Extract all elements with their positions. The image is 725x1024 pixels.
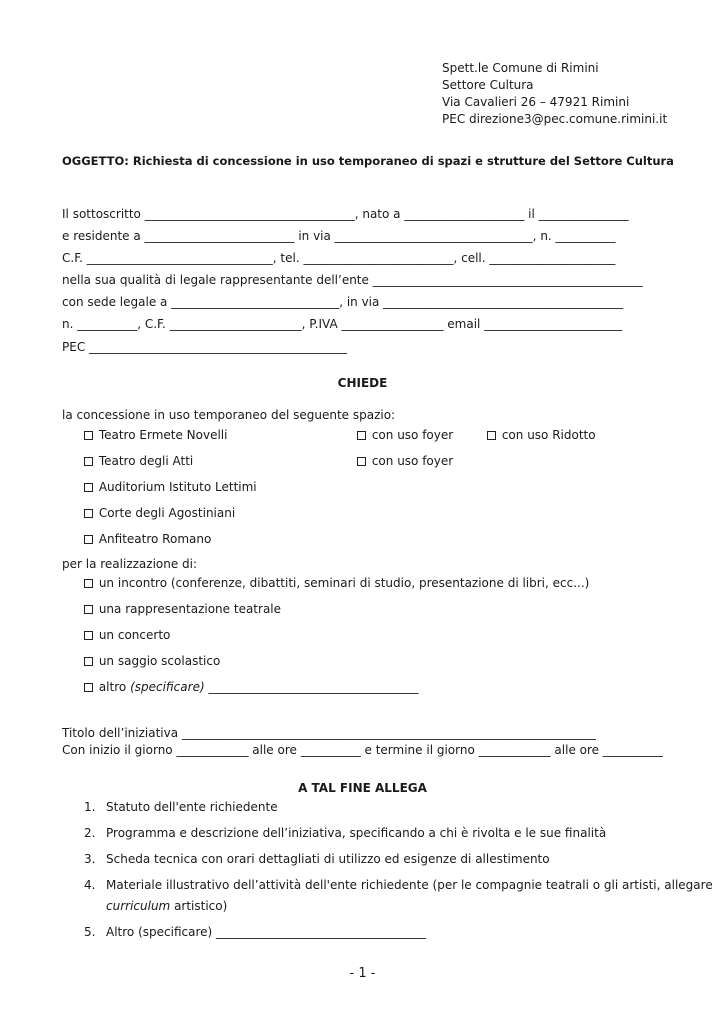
- space-intro: la concessione in uso temporaneo del seguente spazio:: [62, 408, 396, 422]
- checkbox-icon[interactable]: [84, 509, 93, 518]
- checkbox-space-novelli[interactable]: [84, 428, 227, 442]
- space-label: Auditorium Istituto Lettimi: [98, 480, 257, 494]
- allega-heading: A TAL FINE ALLEGA: [298, 781, 427, 795]
- recipient-line: Via Cavalieri 26 – 47921 Rimini: [442, 95, 630, 109]
- checkbox-icon[interactable]: [357, 431, 366, 440]
- attachment-item: [84, 826, 606, 840]
- chiede-heading: CHIEDE: [337, 376, 388, 390]
- applicant-line[interactable]: Il sottoscritto ___________________________________, nato a ____________________ il _______________: [62, 207, 629, 221]
- attachment-number: 2.: [84, 826, 96, 840]
- recipient-line: PEC direzione3@pec.comune.rimini.it: [442, 112, 668, 126]
- checkbox-space-lettimi[interactable]: [84, 480, 257, 494]
- attachment-number: 4.: [84, 878, 96, 892]
- checkbox-icon[interactable]: [84, 605, 93, 614]
- checkbox-icon[interactable]: [84, 483, 93, 492]
- option-label: con uso Ridotto: [501, 428, 596, 442]
- purpose-label: un saggio scolastico: [98, 654, 221, 668]
- attachment-text: artistico): [170, 899, 228, 913]
- space-label: Teatro degli Atti: [98, 454, 194, 468]
- title-field[interactable]: Titolo dell’iniziativa _____________________________________________________________________: [62, 726, 596, 740]
- checkbox-icon[interactable]: [84, 535, 93, 544]
- attachment-continuation: [106, 899, 227, 913]
- attachment-text: Statuto dell'ente richiedente: [106, 800, 278, 814]
- fill-line[interactable]: ___________________________________: [208, 680, 419, 694]
- checkbox-icon[interactable]: [84, 457, 93, 466]
- applicant-line[interactable]: nella sua qualità di legale rappresentante dell’ente _____________________________________________: [62, 273, 643, 287]
- checkbox-icon[interactable]: [357, 457, 366, 466]
- applicant-line[interactable]: PEC ___________________________________________: [62, 340, 348, 354]
- checkbox-purpose[interactable]: [84, 654, 220, 668]
- date-field[interactable]: Con inizio il giorno ____________ alle ore __________ e termine il giorno ____________ alle ore __________: [62, 743, 663, 757]
- space-label: Anfiteatro Romano: [98, 532, 212, 546]
- purpose-label: un concerto: [98, 628, 171, 642]
- space-label: Teatro Ermete Novelli: [98, 428, 228, 442]
- checkbox-icon[interactable]: [487, 431, 496, 440]
- attachment-item: [84, 878, 713, 892]
- purpose-label: un incontro (conferenze, dibattiti, seminari di studio, presentazione di libri, ecc...): [98, 576, 590, 590]
- checkbox-atti-foyer[interactable]: [357, 454, 453, 468]
- checkbox-space-atti[interactable]: [84, 454, 193, 468]
- page-number: - 1 -: [349, 966, 376, 981]
- checkbox-icon[interactable]: [84, 631, 93, 640]
- attachment-number: 1.: [84, 800, 96, 814]
- checkbox-novelli-foyer[interactable]: [357, 428, 453, 442]
- purpose-label: altro: [98, 680, 127, 694]
- checkbox-icon[interactable]: [84, 683, 93, 692]
- specify-note: (specificare): [130, 680, 205, 694]
- applicant-line[interactable]: e residente a _________________________ in via _________________________________, n. __________: [62, 229, 616, 243]
- attachment-text: Programma e descrizione dell’iniziativa, specificando a chi è rivolta e le sue finalità: [106, 826, 607, 840]
- checkbox-purpose[interactable]: [84, 628, 170, 642]
- checkbox-icon[interactable]: [84, 431, 93, 440]
- checkbox-icon[interactable]: [84, 657, 93, 666]
- attachment-item: [84, 800, 278, 814]
- checkbox-purpose[interactable]: [84, 602, 281, 616]
- recipient-line: Settore Cultura: [442, 78, 534, 92]
- option-label: con uso foyer: [371, 428, 454, 442]
- checkbox-purpose[interactable]: [84, 576, 589, 590]
- subject-line: OGGETTO: Richiesta di concessione in uso temporaneo di spazi e strutture del Settore Cultura: [62, 154, 674, 168]
- checkbox-space-anfiteatro[interactable]: [84, 532, 211, 546]
- applicant-line[interactable]: C.F. _______________________________, tel. _________________________, cell. _____________________: [62, 251, 616, 265]
- attachment-item[interactable]: [84, 925, 426, 939]
- attachment-text: Scheda tecnica con orari dettagliati di utilizzo ed esigenze di allestimento: [106, 852, 550, 866]
- checkbox-novelli-ridotto[interactable]: [487, 428, 596, 442]
- recipient-line: Spett.le Comune di Rimini: [442, 61, 599, 75]
- option-label: con uso foyer: [371, 454, 454, 468]
- space-label: Corte degli Agostiniani: [98, 506, 236, 520]
- recipient-address: [442, 60, 667, 128]
- checkbox-purpose-altro[interactable]: [84, 680, 418, 694]
- attachment-text: Materiale illustrativo dell’attività dell'ente richiedente (per le compagnie teatrali o gli artisti, allegare: [106, 878, 713, 892]
- curriculum-word: curriculum: [106, 899, 171, 913]
- purpose-intro: per la realizzazione di:: [62, 557, 198, 571]
- attachment-number: 3.: [84, 852, 96, 866]
- attachment-number: 5.: [84, 925, 96, 939]
- checkbox-icon[interactable]: [84, 579, 93, 588]
- applicant-line[interactable]: n. __________, C.F. ______________________, P.IVA _________________ email _______________________: [62, 317, 623, 331]
- attachment-text[interactable]: Altro (specificare) ___________________________________: [106, 925, 426, 939]
- checkbox-space-agostiniani[interactable]: [84, 506, 235, 520]
- purpose-label: una rappresentazione teatrale: [98, 602, 282, 616]
- attachment-item: [84, 852, 550, 866]
- applicant-line[interactable]: con sede legale a ____________________________, in via ________________________________________: [62, 295, 624, 309]
